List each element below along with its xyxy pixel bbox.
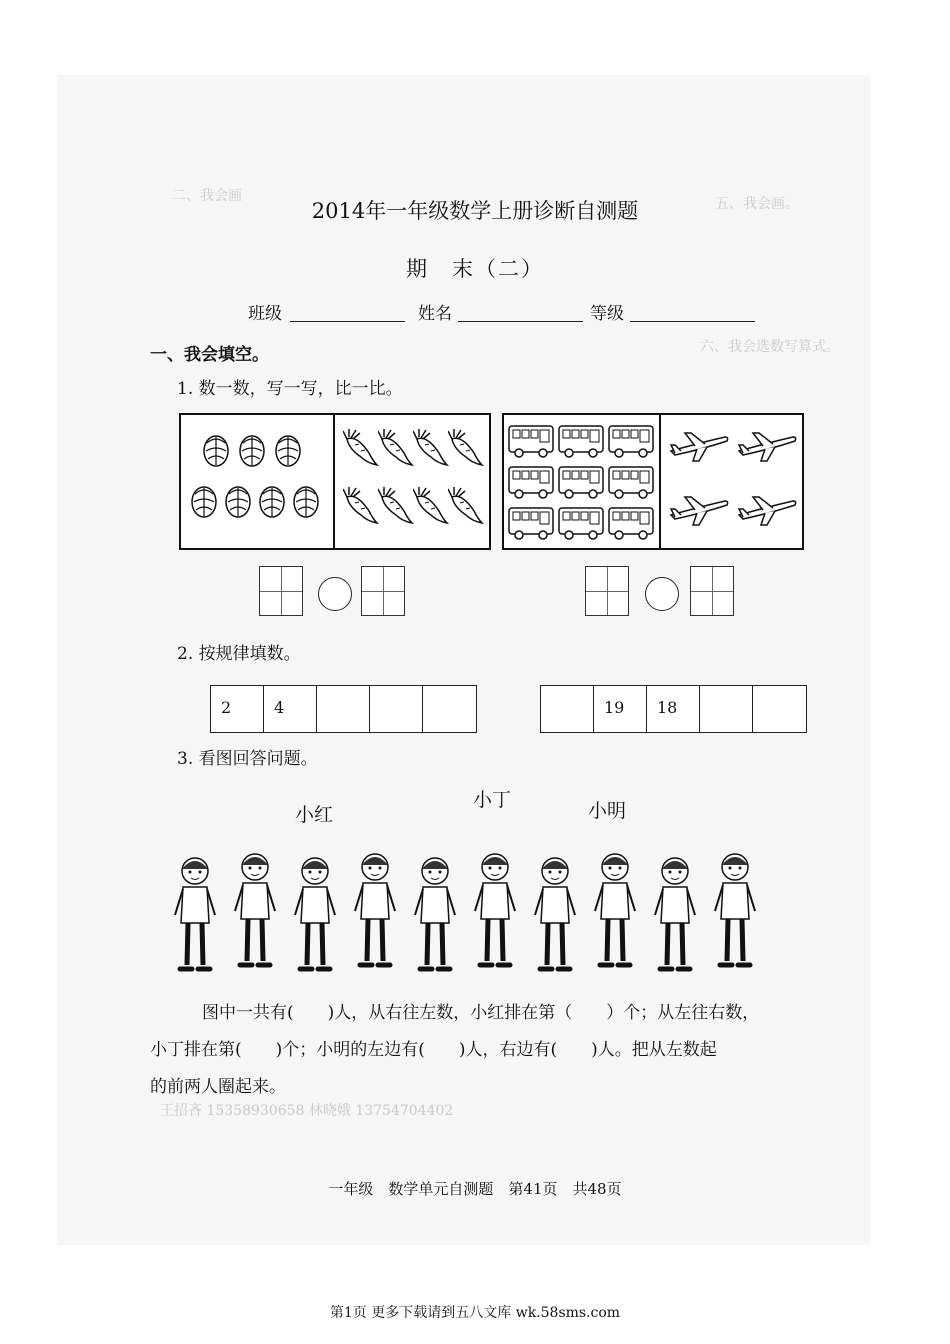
child-icon <box>710 849 760 971</box>
radish-icon <box>343 487 379 525</box>
radish-icon <box>343 429 379 467</box>
bus-icon <box>558 464 605 500</box>
child-icon <box>470 849 520 971</box>
cabbage-icon <box>189 482 219 518</box>
question-1: 1. 数一数，写一写，比一比。 <box>177 379 403 399</box>
bus-icon <box>508 423 555 459</box>
download-footer: 第1页 更多下载请到五八文库 wk.58sms.com <box>329 1305 621 1321</box>
radish-icon <box>413 487 449 525</box>
cabbage-group <box>189 427 329 542</box>
bleed-text: 六、我会选数写算式。 <box>700 339 840 355</box>
page-title: 2014年一年级数学上册诊断自测题 <box>311 199 639 223</box>
sequence-right <box>540 685 807 733</box>
bus-icon <box>508 464 555 500</box>
name-label: 姓名 <box>418 304 452 324</box>
sequence-cell[interactable]: 2 <box>211 686 264 732</box>
sequence-cell[interactable] <box>753 686 806 732</box>
radish-icon <box>378 429 414 467</box>
cabbage-icon <box>201 431 231 467</box>
plane-group <box>669 429 804 544</box>
plane-icon <box>737 493 797 527</box>
question-3: 3. 看图回答问题。 <box>177 749 318 769</box>
question-2: 2. 按规律填数。 <box>177 644 301 664</box>
bus-icon <box>608 505 655 541</box>
label-xiaohong: 小红 <box>295 804 334 826</box>
bus-group <box>508 423 658 548</box>
sequence-cell[interactable] <box>317 686 370 732</box>
label-xiaoding: 小丁 <box>473 789 512 811</box>
info-row <box>248 299 768 329</box>
sequence-cell[interactable] <box>423 686 476 732</box>
question-3-text <box>150 995 810 1106</box>
plane-icon <box>669 493 729 527</box>
answer-box[interactable] <box>259 566 303 616</box>
picture-panel-left <box>179 413 491 550</box>
sequence-cell[interactable] <box>370 686 423 732</box>
radish-icon <box>413 429 449 467</box>
panel-divider <box>333 415 335 548</box>
panel-divider <box>659 415 661 548</box>
child-icon <box>290 853 340 975</box>
bus-icon <box>608 464 655 500</box>
sequence-cell[interactable] <box>541 686 594 732</box>
q3-line-2: 小丁排在第( )个；小明的左边有( )人，右边有( )人。把从左数起 <box>150 1040 717 1060</box>
bleed-text: 王招吝 15358930658 林晓娥 13754704402 <box>160 1103 454 1119</box>
children-row <box>170 845 780 985</box>
radish-group <box>343 429 488 544</box>
label-xiaoming: 小明 <box>588 800 627 822</box>
picture-panel-right <box>502 413 804 550</box>
sequence-cell[interactable] <box>700 686 753 732</box>
page-footer: 一年级 数学单元自测题 第41页 共48页 <box>328 1180 622 1198</box>
answer-box[interactable] <box>361 566 405 616</box>
bus-icon <box>508 505 555 541</box>
child-icon <box>410 853 460 975</box>
child-icon <box>650 853 700 975</box>
compare-circle[interactable] <box>645 577 679 611</box>
section-heading: 一、我会填空。 <box>150 345 269 365</box>
bleed-text: 二、我会画 <box>172 188 242 204</box>
radish-icon <box>448 429 484 467</box>
answer-box[interactable] <box>585 566 629 616</box>
answer-box[interactable] <box>690 566 734 616</box>
q3-line-3: 的前两人圈起来。 <box>150 1077 286 1097</box>
bleed-text: 五、我会画。 <box>715 196 799 212</box>
bus-icon <box>608 423 655 459</box>
cabbage-icon <box>273 431 303 467</box>
radish-icon <box>448 487 484 525</box>
bus-icon <box>558 423 605 459</box>
child-icon <box>590 849 640 971</box>
compare-circle[interactable] <box>318 577 352 611</box>
plane-icon <box>669 429 729 463</box>
name-field[interactable] <box>458 321 583 322</box>
child-icon <box>350 849 400 971</box>
class-label: 班级 <box>248 304 282 324</box>
child-icon <box>530 853 580 975</box>
cabbage-icon <box>237 431 267 467</box>
child-icon <box>170 853 220 975</box>
cabbage-icon <box>291 482 321 518</box>
child-icon <box>230 849 280 971</box>
cabbage-icon <box>223 482 253 518</box>
grade-label: 等级 <box>590 304 624 324</box>
sequence-cell[interactable]: 18 <box>647 686 700 732</box>
sequence-cell[interactable]: 19 <box>594 686 647 732</box>
class-field[interactable] <box>290 321 405 322</box>
cabbage-icon <box>257 482 287 518</box>
page-subtitle: 期 末（二） <box>406 257 544 281</box>
bus-icon <box>558 505 605 541</box>
q3-line-1: 图中一共有( )人，从右往左数，小红排在第（ ）个；从左往右数， <box>202 1003 760 1023</box>
grade-field[interactable] <box>630 321 755 322</box>
sequence-cell[interactable]: 4 <box>264 686 317 732</box>
sequence-left <box>210 685 477 733</box>
radish-icon <box>378 487 414 525</box>
plane-icon <box>737 429 797 463</box>
